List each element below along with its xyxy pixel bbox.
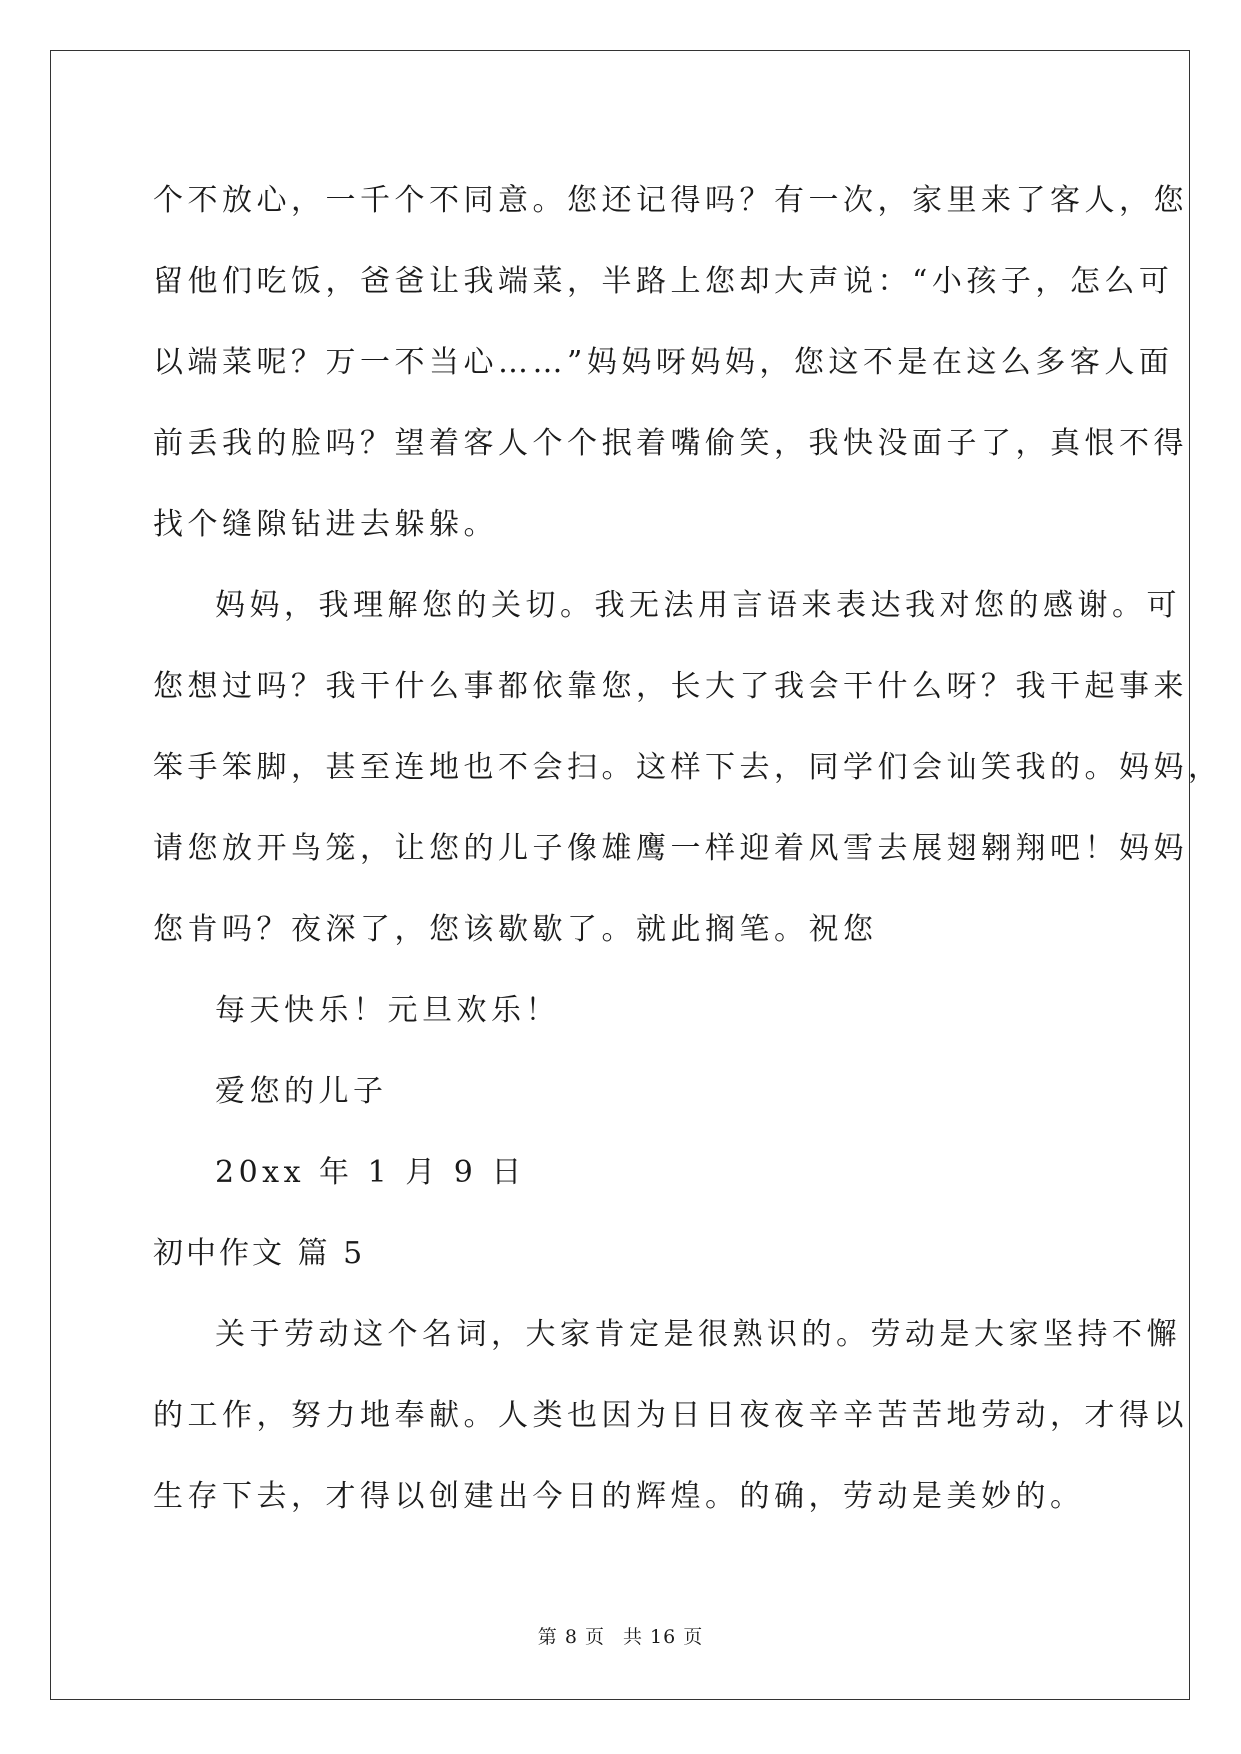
text-line: 前丢我的脸吗？望着客人个个抿着嘴偷笑，我快没面子了，真恨不得 [153, 426, 1188, 461]
text-line: 找个缝隙钻进去躲躲。 [153, 507, 498, 542]
text-line: 您肯吗？夜深了，您该歇歇了。就此搁笔。祝您 [153, 912, 878, 947]
page-number: 第 8 页 [537, 1626, 605, 1648]
date-line: 20xx 年 1 月 9 日 [215, 1155, 526, 1190]
text-line: 请您放开鸟笼，让您的儿子像雄鹰一样迎着风雪去展翅翱翔吧！妈妈 [153, 831, 1188, 866]
document-body [153, 160, 1223, 1537]
greeting-line: 每天快乐！元旦欢乐！ [215, 993, 560, 1028]
signature-line: 爱您的儿子 [215, 1074, 388, 1109]
page-total: 共 16 页 [622, 1626, 704, 1648]
section-heading: 初中作文 篇 5 [153, 1236, 366, 1271]
text-line: 您想过吗？我干什么事都依靠您，长大了我会干什么呀？我干起事来 [153, 669, 1188, 704]
page-footer [0, 1622, 1241, 1649]
text-line: 留他们吃饭，爸爸让我端菜，半路上您却大声说：“小孩子，怎么可 [153, 264, 1174, 299]
paragraph-first-line: 妈妈，我理解您的关切。我无法用言语来表达我对您的感谢。可 [215, 588, 1181, 623]
text-line: 生存下去，才得以创建出今日的辉煌。的确，劳动是美妙的。 [153, 1479, 1085, 1514]
text-line: 以端菜呢？万一不当心……”妈妈呀妈妈，您这不是在这么多客人面 [153, 345, 1174, 380]
text-line: 的工作，努力地奉献。人类也因为日日夜夜辛辛苦苦地劳动，才得以 [153, 1398, 1188, 1433]
text-line: 笨手笨脚，甚至连地也不会扫。这样下去，同学们会讪笑我的。妈妈， [153, 750, 1223, 785]
text-line: 个不放心，一千个不同意。您还记得吗？有一次，家里来了客人，您 [153, 183, 1188, 218]
paragraph-first-line: 关于劳动这个名词，大家肯定是很熟识的。劳动是大家坚持不懈 [215, 1317, 1181, 1352]
